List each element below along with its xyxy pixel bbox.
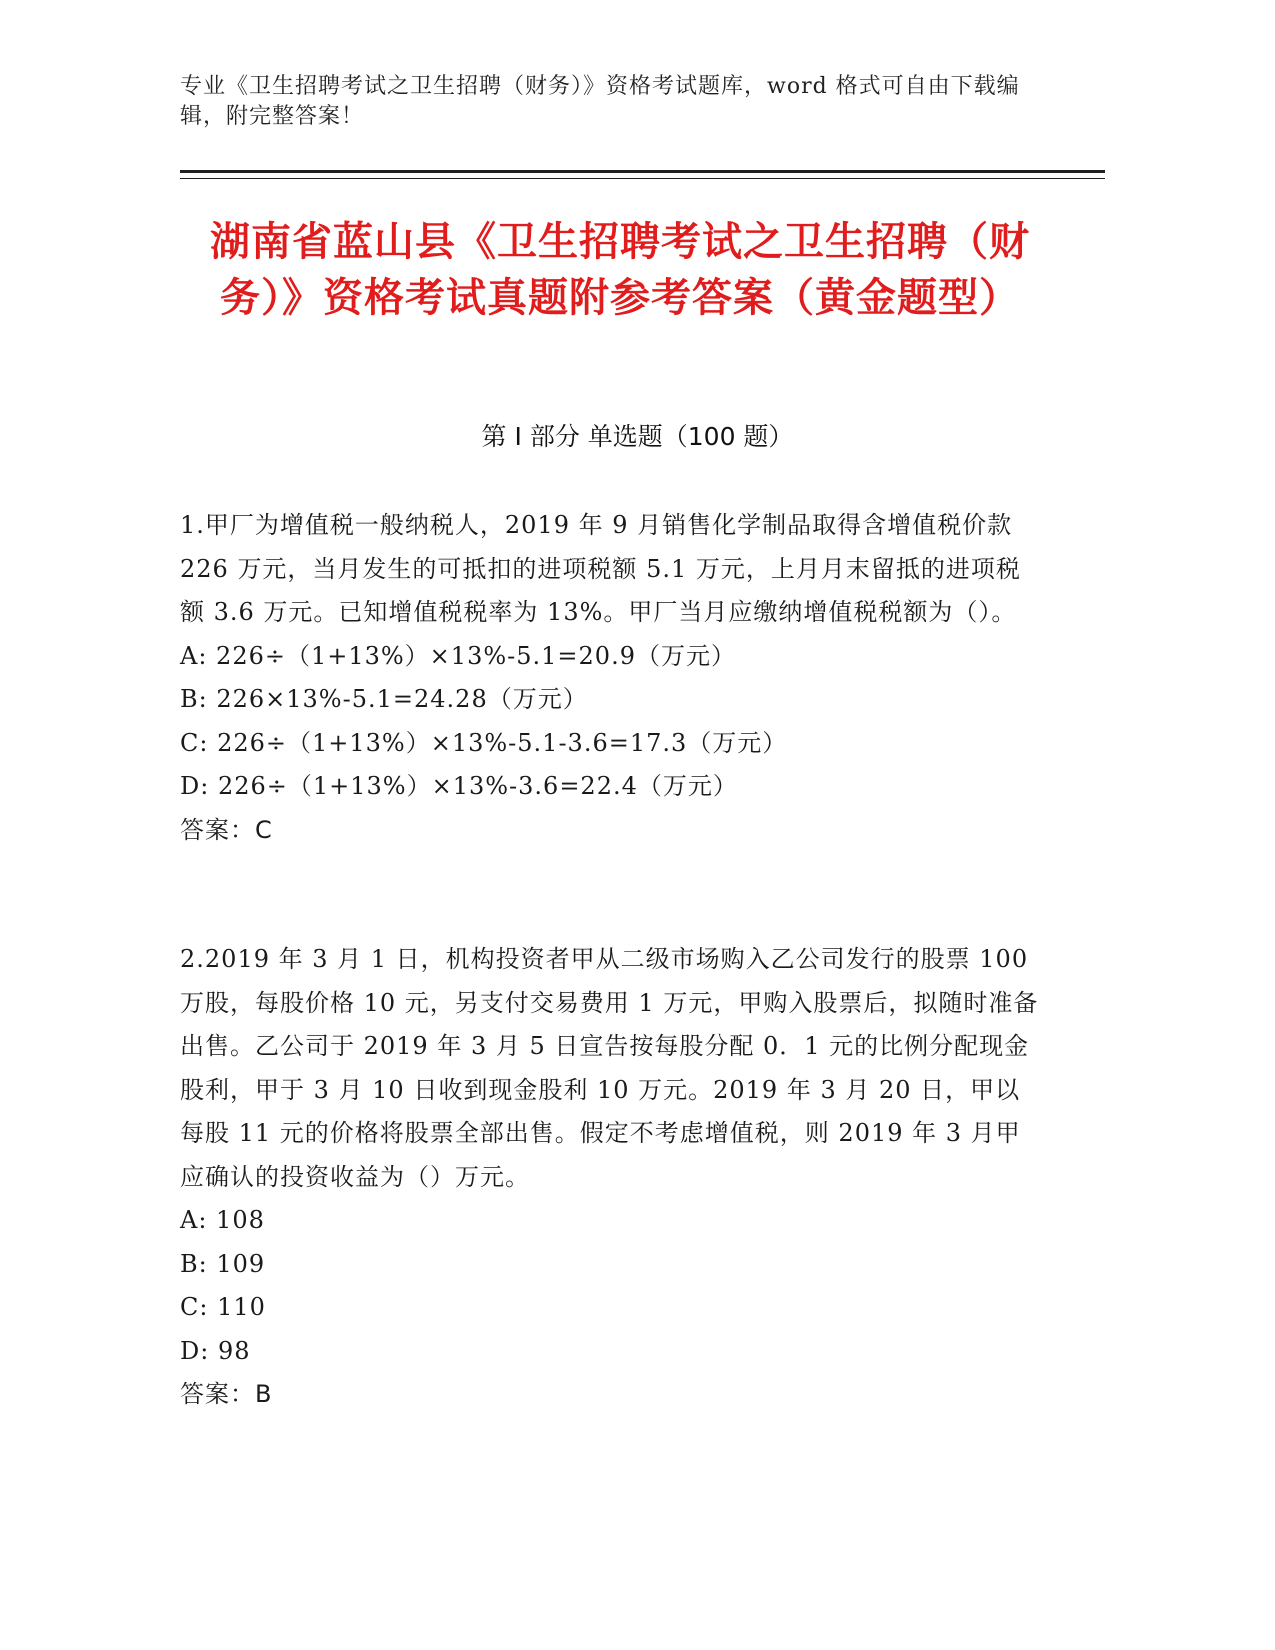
option-c: C: 110 — [180, 1293, 266, 1321]
option-d: D: 226÷（1+13%）×13%-3.6=22.4（万元） — [180, 772, 738, 800]
question-2 — [180, 938, 1040, 1417]
option-a: A: 108 — [180, 1206, 265, 1234]
answer-label: 答案：B — [180, 1380, 273, 1408]
option-b: B: 226×13%-5.1=24.28（万元） — [180, 685, 588, 713]
option-b: B: 109 — [180, 1249, 266, 1278]
option-d: D: 98 — [180, 1336, 251, 1365]
header-divider-thin — [180, 178, 1105, 179]
document-title: 湖南省蓝山县《卫生招聘考试之卫生招聘（财务）》资格考试真题附参考答案（黄金题型） — [210, 219, 1030, 321]
question-stem: 2.2019 年 3 月 1 日，机构投资者甲从二级市场购入乙公司发行的股票 100 万股，每股价格 10 元，另支付交易费用 1 万元，甲购入股票后，拟随时准备出售。乙公司于 2019 年 3 月 5 日宣告按每股分配 0．1 元的比例分配现金股利，甲于 3 月 10 日收到现金股利 10 万元。2019 年 3 月 20 日，甲以每股 11 元的价格将股票全部出售。假定不考虑增值税，则 2019 年 3 月甲应确认的投资收益为（）万元。 — [180, 945, 1039, 1191]
section-heading: 第 I 部分 单选题（100 题） — [481, 422, 794, 451]
option-c: C: 226÷（1+13%）×13%-5.1-3.6=17.3（万元） — [180, 728, 788, 757]
question-1 — [180, 504, 1040, 852]
option-a: A: 226÷（1+13%）×13%-5.1=20.9（万元） — [180, 641, 736, 670]
header-note: 专业《卫生招聘考试之卫生招聘（财务）》资格考试题库，word 格式可自由下载编辑，附完整答案！ — [180, 74, 1020, 129]
answer-label: 答案：C — [180, 815, 273, 844]
question-stem: 1.甲厂为增值税一般纳税人，2019 年 9 月销售化学制品取得含增值税价款 226 万元，当月发生的可抵扣的进项税额 5.1 万元，上月月末留抵的进项税额 3.6 万元。已知增值税税率为 13%。甲厂当月应缴纳增值税税额为（）。 — [180, 511, 1021, 626]
header-divider-thick — [180, 170, 1105, 173]
